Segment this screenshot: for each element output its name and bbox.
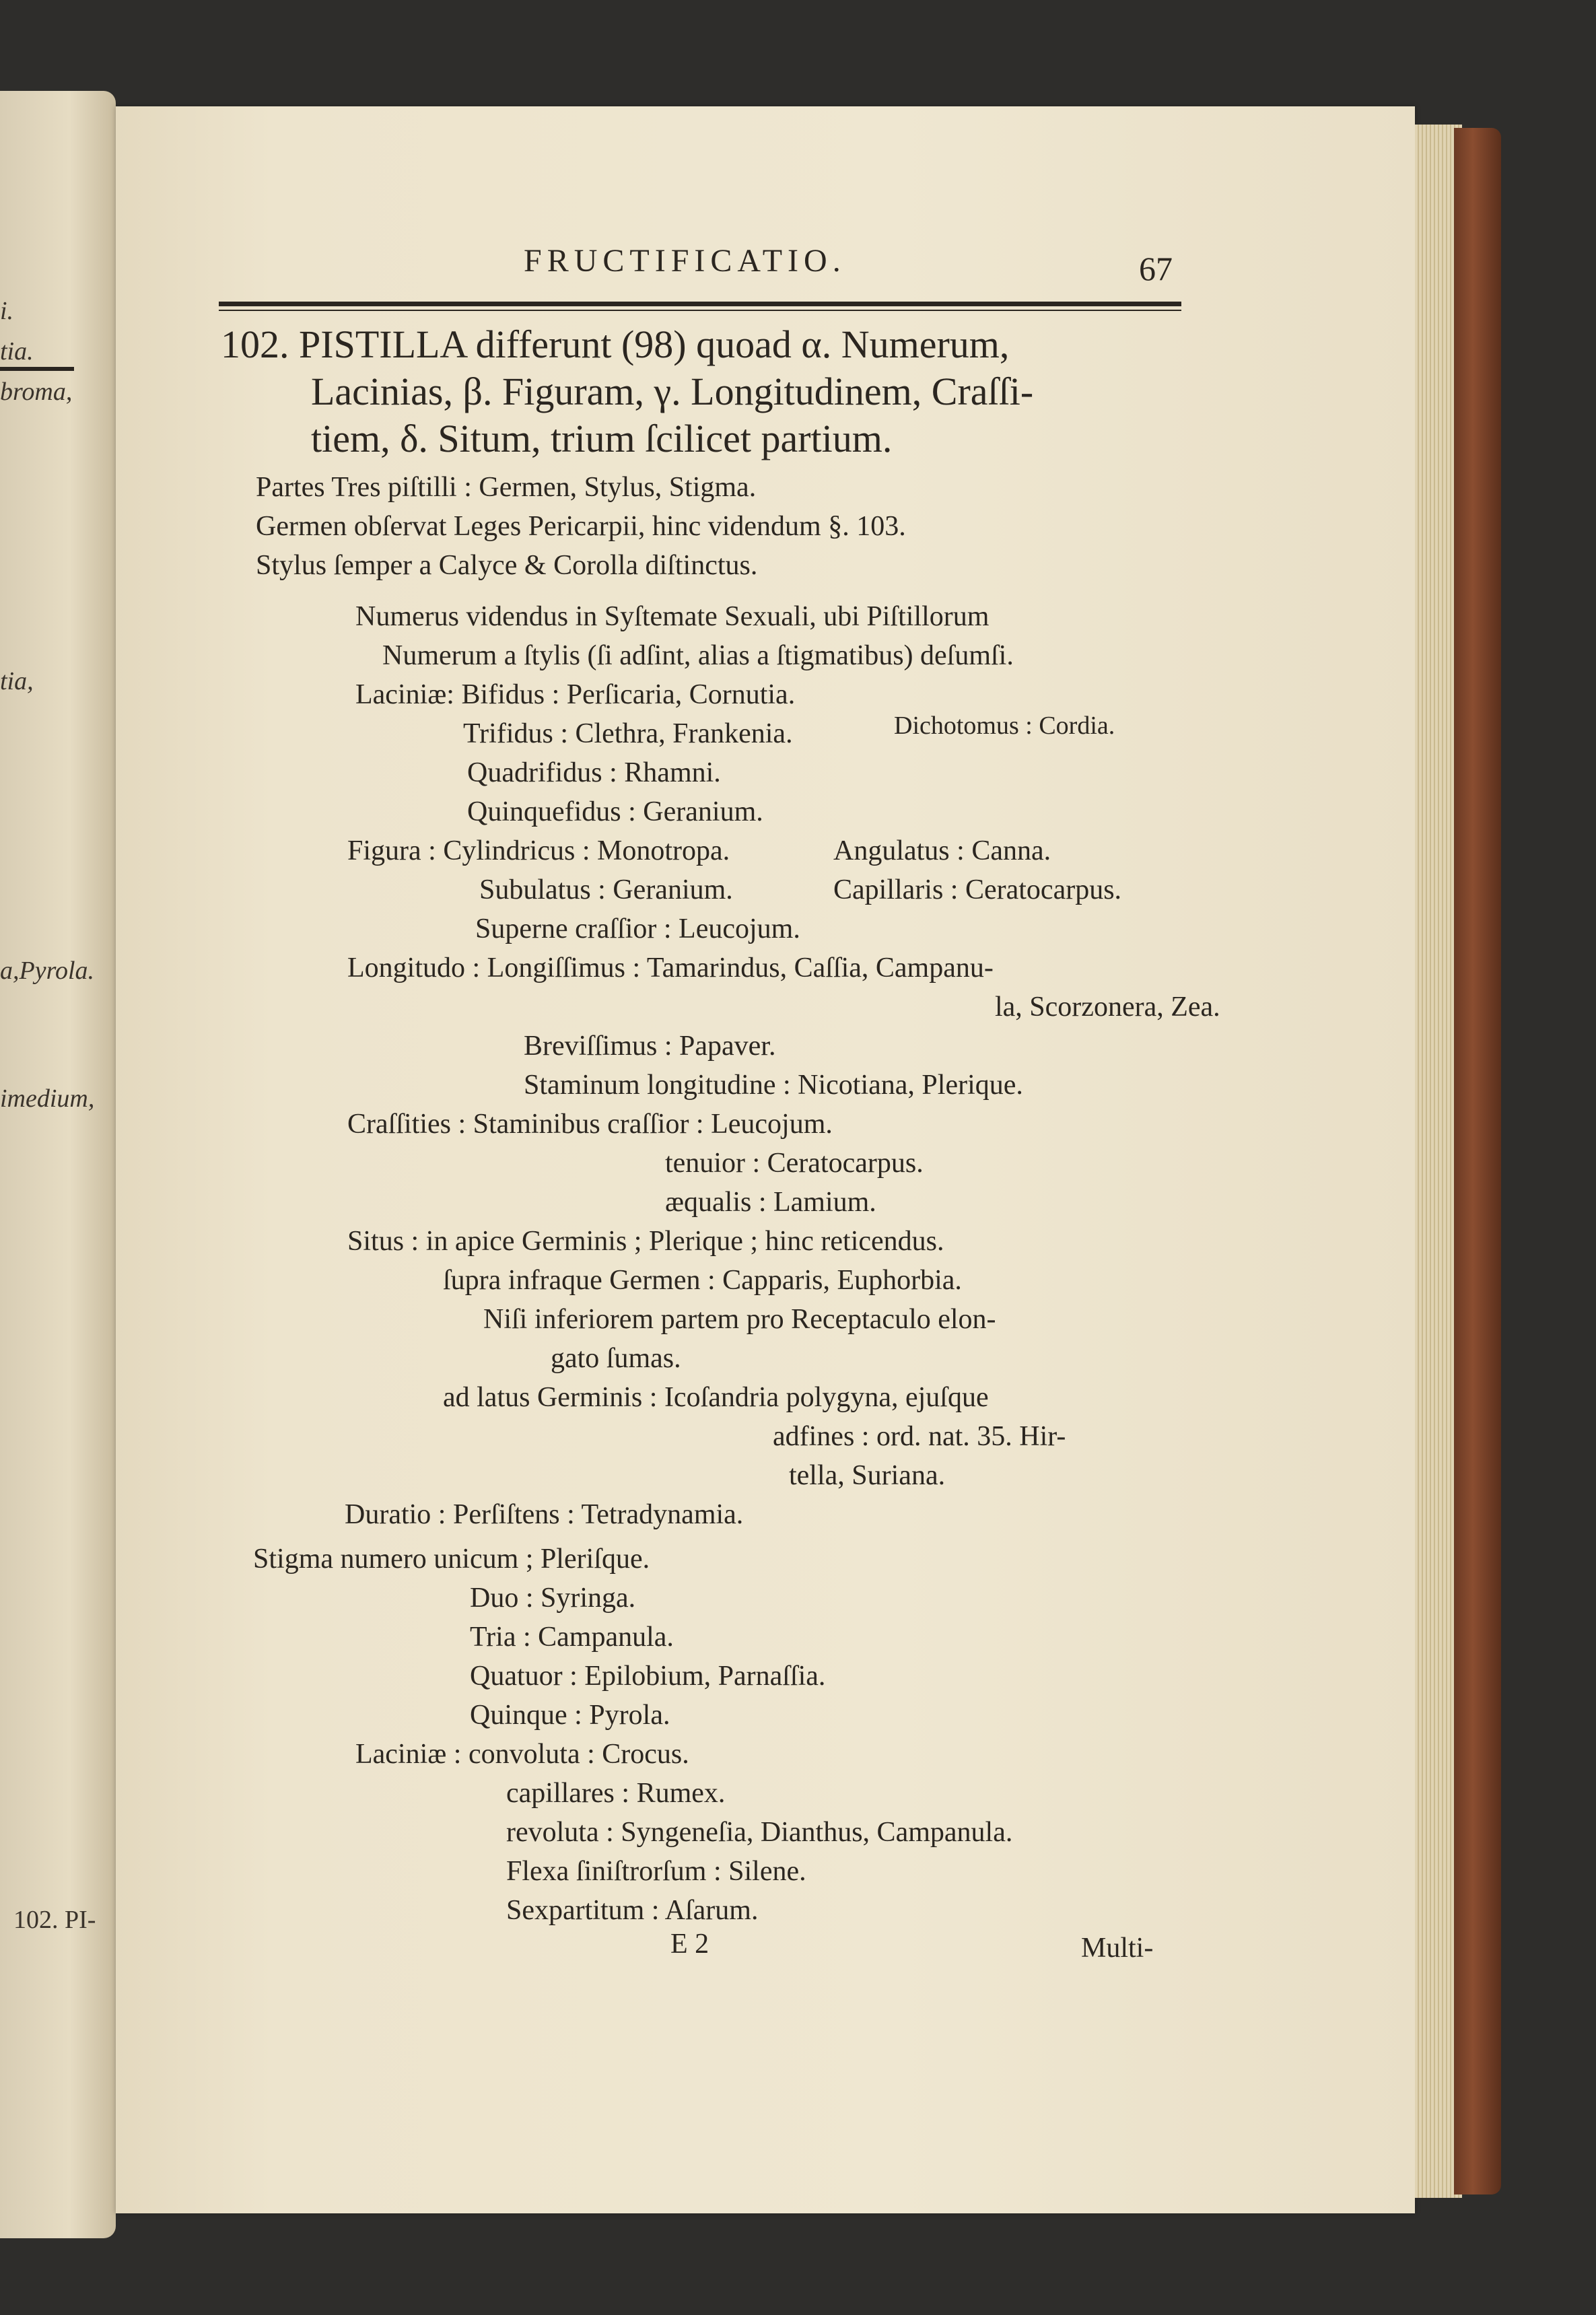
text-line: Sexpartitum : Aſarum. (506, 1895, 759, 1926)
text-line: Angulatus : Canna. (833, 835, 1051, 866)
header-rule (219, 302, 1181, 306)
signature-mark: E 2 (670, 1929, 709, 1960)
text-line: Tria : Campanula. (470, 1622, 674, 1653)
text-line: revoluta : Syngeneſia, Dianthus, Campanula. (506, 1817, 1013, 1848)
book-cover (1454, 128, 1501, 2195)
text-line: Duratio : Perſiſtens : Tetradynamia. (345, 1499, 744, 1530)
text-line: Stylus ſemper a Calyce & Corolla diſtinctus. (256, 550, 758, 581)
text-line: tiem, δ. Situm, trium ſcilicet partium. (311, 417, 893, 460)
text-line: Numerum a ſtylis (ſi adſint, alias a ſtigmatibus) deſumſi. (382, 640, 1014, 671)
running-title: FRUCTIFICATIO. (524, 243, 846, 279)
left-page-rule (0, 367, 74, 371)
left-fragment: 102. PI- (13, 1906, 96, 1934)
text-line: Superne craſſior : Leucojum. (475, 913, 800, 944)
text-line: Capillaris : Ceratocarpus. (833, 874, 1122, 905)
header-rule (219, 310, 1181, 311)
left-fragment: imedium, (0, 1084, 95, 1113)
text-line: Numerus videndus in Syſtemate Sexuali, ubi Piſtillorum (355, 601, 990, 632)
text-line: Laciniæ : convoluta : Crocus. (355, 1739, 689, 1770)
text-line: Quinquefidus : Geranium. (467, 796, 763, 827)
left-fragment: i. (0, 297, 14, 325)
text-line: Stigma numero unicum ; Pleriſque. (253, 1544, 650, 1575)
text-line: Quadrifidus : Rhamni. (467, 757, 721, 788)
text-line: 102. PISTILLA differunt (98) quoad α. Numerum, (221, 322, 1010, 366)
text-line: Partes Tres piſtilli : Germen, Stylus, Stigma. (256, 472, 757, 503)
left-fragment: a,Pyrola. (0, 957, 95, 985)
text-line: gato ſumas. (551, 1343, 681, 1374)
text-line: Niſi inferiorem partem pro Receptaculo elon- (483, 1304, 996, 1335)
left-fragment: tia. (0, 337, 34, 366)
text-line: capillares : Rumex. (506, 1778, 726, 1809)
text-line: Laciniæ: Bifidus : Perſicaria, Cornutia. (355, 679, 796, 710)
catchword: Multi- (1081, 1933, 1154, 1964)
text-line: æqualis : Lamium. (665, 1187, 876, 1218)
text-line: Germen obſervat Leges Pericarpii, hinc videndum §. 103. (256, 511, 906, 542)
text-line: Duo : Syringa. (470, 1583, 636, 1614)
text-line: Situs : in apice Germinis ; Plerique ; hinc reticendus. (347, 1226, 944, 1257)
text-line: Lacinias, β. Figuram, γ. Longitudinem, Craſſi- (311, 370, 1034, 413)
text-line: Subulatus : Geranium. (479, 874, 733, 905)
left-fragment: tia, (0, 667, 34, 695)
text-line: Quatuor : Epilobium, Parnaſſia. (470, 1661, 826, 1692)
left-fragment: broma, (0, 378, 73, 406)
text-line: tella, Suriana. (789, 1460, 946, 1491)
text-line: ad latus Germinis : Icoſandria polygyna, ejuſque (443, 1382, 989, 1413)
text-line: tenuior : Ceratocarpus. (665, 1148, 924, 1179)
text-line: Quinque : Pyrola. (470, 1700, 670, 1731)
text-line: adfines : ord. nat. 35. Hir- (773, 1421, 1066, 1452)
text-line: Trifidus : Clethra, Frankenia. (463, 718, 793, 749)
text-line: Longitudo : Longiſſimus : Tamarindus, Caſſia, Campanu- (347, 953, 994, 983)
page-number: 67 (1139, 250, 1173, 287)
text-line: Dichotomus : Cordia. (894, 712, 1115, 740)
text-line: Figura : Cylindricus : Monotropa. (347, 835, 730, 866)
text-line: Craſſities : Staminibus craſſior : Leucojum. (347, 1109, 833, 1140)
text-line: Staminum longitudine : Nicotiana, Plerique. (524, 1070, 1023, 1101)
text-line: Flexa ſiniſtrorſum : Silene. (506, 1856, 806, 1887)
text-line: ſupra infraque Germen : Capparis, Euphorbia. (443, 1265, 962, 1296)
text-line: Breviſſimus : Papaver. (524, 1031, 776, 1062)
text-line: la, Scorzonera, Zea. (995, 992, 1220, 1023)
